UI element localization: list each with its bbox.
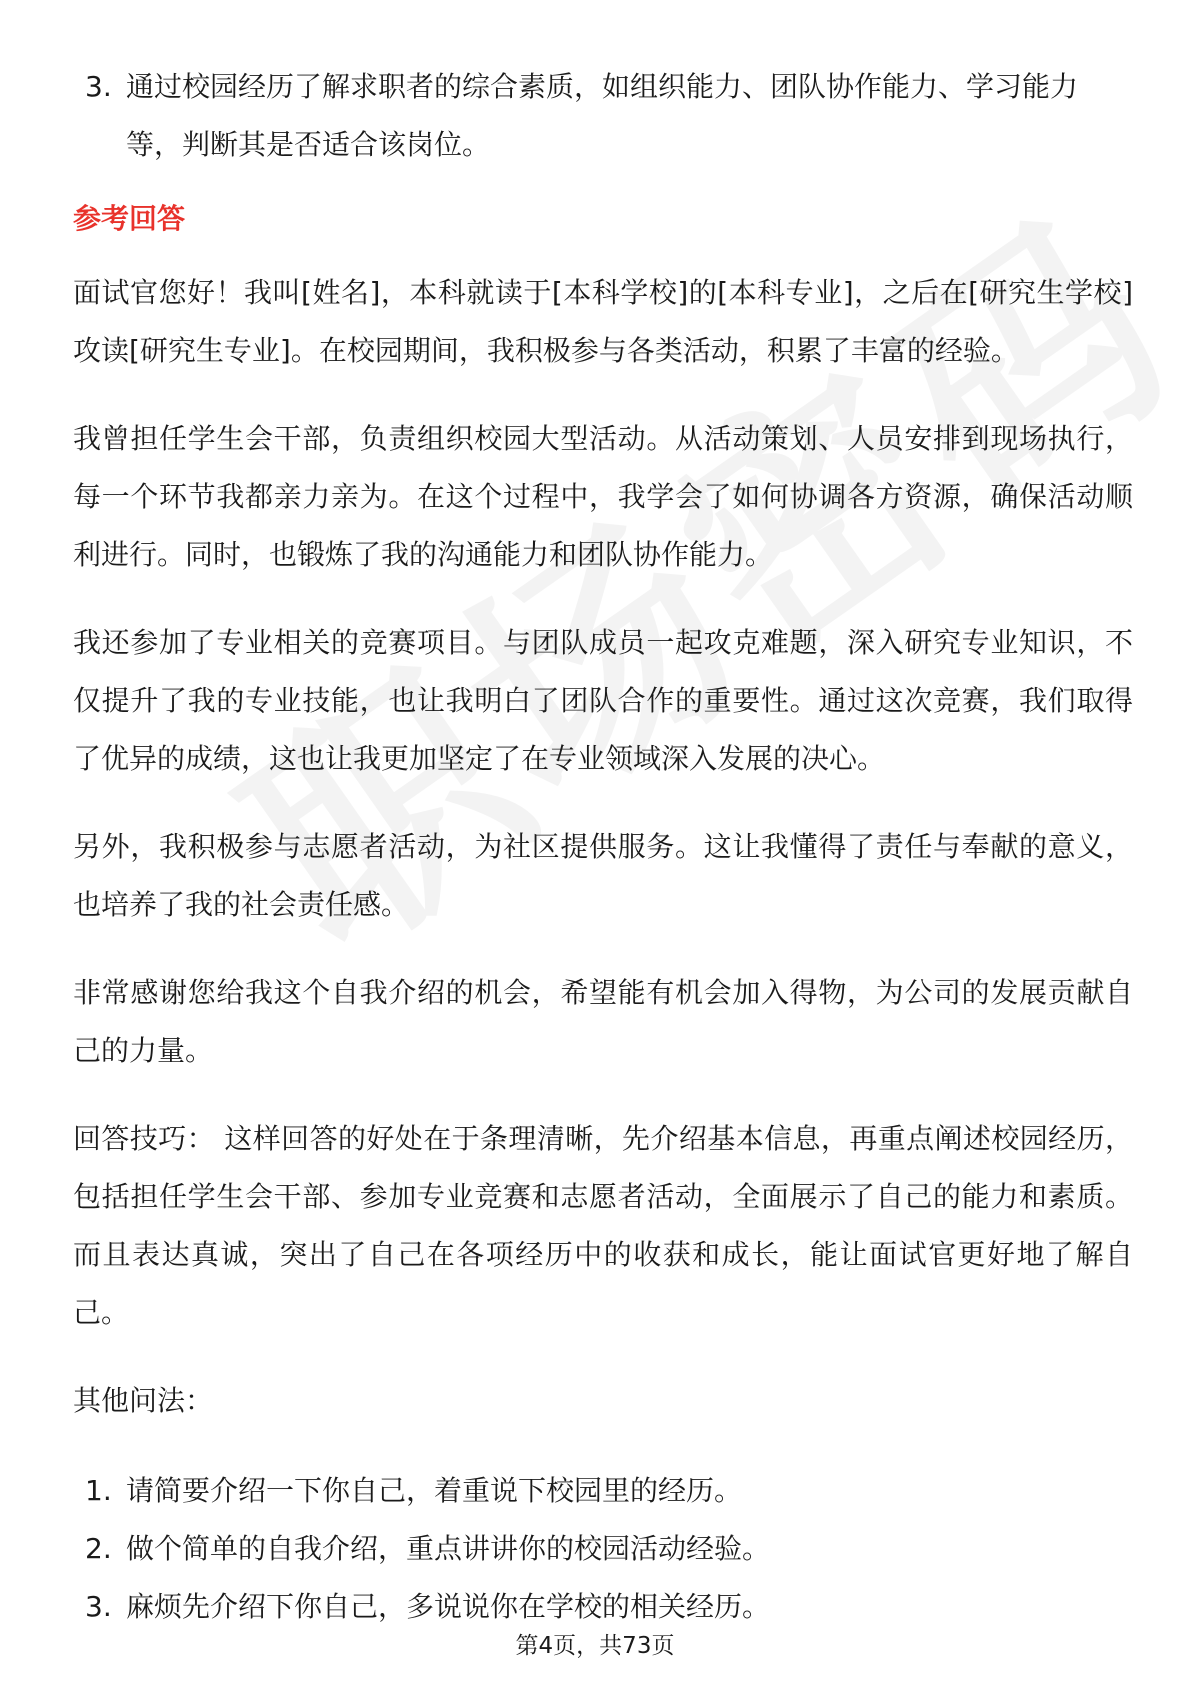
list-item: [73, 58, 1133, 174]
answer-tips-paragraph: 回答技巧： 这样回答的好处在于条理清晰，先介绍基本信息，再重点阐述校园经历，包括担任学生会干部、参加专业竞赛和志愿者活动，全面展示了自己的能力和素质。而且表达真诚，突出了自己在各项经历中的收获和成长，能让面试官更好地了解自己。: [73, 1122, 1133, 1329]
page-number-footer: 第4页，共73页: [515, 1633, 675, 1659]
list-item-text: 做个简单的自我介绍，重点讲讲你的校园活动经验。: [126, 1532, 771, 1565]
list-item-number: 1.: [85, 1474, 112, 1507]
answer-paragraph: 非常感谢您给我这个自我介绍的机会，希望能有机会加入得物，为公司的发展贡献自己的力量。: [73, 976, 1133, 1067]
list-item-number: 3.: [85, 1590, 112, 1623]
answer-paragraph: 面试官您好！我叫[姓名]，本科就读于[本科学校]的[本科专业]，之后在[研究生学校]攻读[研究生专业]。在校园期间，我积极参与各类活动，积累了丰富的经验。: [73, 276, 1133, 367]
list-item-number: 2.: [85, 1532, 112, 1565]
page-content: [73, 58, 1133, 1636]
evaluation-points-list: [73, 58, 1133, 174]
answer-paragraph: 另外，我积极参与志愿者活动，为社区提供服务。这让我懂得了责任与奉献的意义，也培养了我的社会责任感。: [73, 830, 1133, 921]
list-item-text: 请简要介绍一下你自己，着重说下校园里的经历。: [126, 1474, 743, 1507]
answer-paragraph: 我曾担任学生会干部，负责组织校园大型活动。从活动策划、人员安排到现场执行，每一个环节我都亲力亲为。在这个过程中，我学会了如何协调各方资源，确保活动顺利进行。同时，也锻炼了我的沟通能力和团队协作能力。: [73, 422, 1133, 571]
other-questions-title: 其他问法：: [73, 1384, 214, 1417]
list-item: [73, 1578, 1133, 1636]
list-item-number: 3.: [85, 70, 112, 103]
other-questions-list: [73, 1462, 1133, 1636]
list-item-text: 麻烦先介绍下你自己，多说说你在学校的相关经历。: [126, 1590, 771, 1623]
section-heading: 参考回答: [73, 202, 186, 235]
list-item: [73, 1520, 1133, 1578]
answer-paragraph: 我还参加了专业相关的竞赛项目。与团队成员一起攻克难题，深入研究专业知识，不仅提升了我的专业技能，也让我明白了团队合作的重要性。通过这次竞赛，我们取得了优异的成绩，这也让我更加坚定了在专业领域深入发展的决心。: [73, 626, 1133, 775]
list-item: [73, 1462, 1133, 1520]
list-item-text: 通过校园经历了解求职者的综合素质，如组织能力、团队协作能力、学习能力等，判断其是否适合该岗位。: [126, 70, 1079, 161]
